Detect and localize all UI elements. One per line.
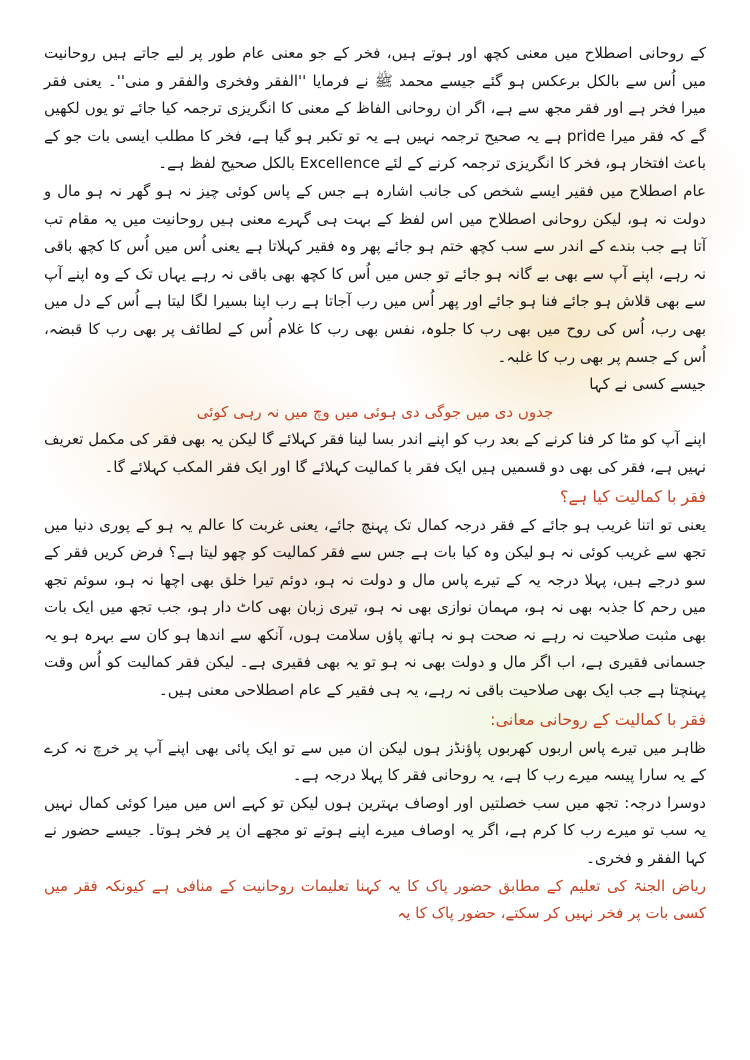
document-body: [44, 40, 706, 928]
quote-intro: جیسے کسی نے کہا: [589, 375, 706, 394]
paragraph-4: یعنی تو اتنا غریب ہو جائے کے فقر درجہ کمال تک پہنچ جائے، یعنی غربت کا عالم یہ ہو کے پوری دنیا میں تجھ سے غریب کوئی نہ ہو لیکن وہ کیا بات ہے جس سے فقر کمالیت کو چھو لیتا ہے؟ فرض کریں فقر کے سو درجے ہیں، پہلا درجہ یہ کے تیرے پاس مال و دولت نہ ہو، دوئم تیرا خلق بھی اچھا نہ ہو، سوئم تجھ میں رحم کا جذبہ بھی نہ ہو، مہمان نوازی بھی نہ ہو، تیری زبان بھی کاٹ دار ہو، جب تجھ میں ایک بات بھی مثبت صلاحیت نہ رہے نہ صحت ہو نہ ہاتھ پاؤں سلامت ہوں، آنکھ سے اندھا ہو کان سے بہرہ ہو یہ جسمانی فقیری ہے، اب اگر مال و دولت بھی نہ ہو تو یہ بھی فقیری ہے۔ لیکن فقر کمالیت کو اُس وقت پہنچتا ہے جب ایک بھی صلاحیت باقی نہ رہے، یہ ہی فقیر کے عام اصطلاحی معنی ہیں۔: [44, 515, 706, 700]
paragraph-7: ریاض الجنۃ کی تعلیم کے مطابق حضور پاک کا یہ کہنا تعلیمات روحانیت کے منافی ہے کیونکہ فقر میں کسی بات پر فخر نہیں کر سکتے، حضور پاک کا یہ: [44, 876, 706, 923]
paragraph-2: عام اصطلاح میں فقیر ایسے شخص کی جانب اشارہ ہے جس کے پاس کوئی چیز نہ ہو گھر نہ ہو مال و دولت نہ ہو، لیکن روحانی اصطلاح میں اس لفظ کے بہت ہی گہرے معنی ہیں روحانیت میں یہ مقام تب آتا ہے جب بندے کے اندر سے سب کچھ ختم ہو جائے پھر وہ فقیر کہلاتا ہے یعنی اُس میں اُس کا کچھ باقی نہ رہے، اپنے آپ سے بھی بے گانہ ہو جائے تو جس میں اُس کا کچھ بھی باقی نہ رہے یہاں تک کے وہ اپنے آپ سے بھی قلاش ہو جائے فنا ہو جائے اور پھر اُس میں رب آجاتا ہے رب اپنا بسیرا لگا لیتا ہے اُس کے دل میں بھی رب، اُس کی روح میں بھی رب کا جلوہ، نفس بھی رب کا غلام اُس کے لطائف پر بھی رب کا قبضہ، اُس کے جسم پر بھی رب کا غلبہ۔: [44, 181, 706, 366]
heading-rohani-maani: فقر با کمالیت کے روحانی معانی:: [490, 709, 706, 729]
heading-faqr-ba-kamaliyat: فقر با کمالیت کیا ہے؟: [560, 486, 706, 506]
paragraph-3: اپنے آپ کو مٹا کر فنا کرنے کے بعد رب کو اپنے اندر بسا لینا فقر کہلائے گا لیکن یہ بھی فقر کی مکمل تعریف نہیں ہے، فقر کی بھی دو قسمیں ہیں ایک فقر با کمالیت کہلائے گا اور ایک فقر المکب کہلائے گا۔: [44, 430, 706, 476]
paragraph-5: ظاہر میں تیرے پاس اربوں کھربوں پاؤنڈز ہوں لیکن ان میں سے تو ایک پائی بھی اپنے آپ پر خرچ نہ کرے کے یہ سارا پیسہ میرے رب کا ہے، یہ روحانی فقر کا پہلا درجہ ہے۔: [44, 738, 706, 785]
paragraph-1: کے روحانی اصطلاح میں معنی کچھ اور ہوتے ہیں، فخر کے جو معنی عام طور پر لیے جاتے ہیں روحانیت میں اُس سے بالکل برعکس ہو گئے جیسے محمد ﷺ نے فرمایا ''الفقر وفخری والفقر و منی''۔ یعنی فقر میرا فخر ہے اور فقر مجھ سے ہے، اگر ان روحانی الفاظ کے معنی کا انگریزی ترجمہ کیا جائے تو یوں لکھیں گے کہ فقر میرا pride ہے یہ صحیح ترجمہ نہیں ہے یہ تو تکبر ہو گیا ہے، فخر کا مطلب ایسی بات جو کے باعث افتخار ہو، فخر کا انگریزی ترجمہ کرنے کے لئے Excellence بالکل صحیح لفظ ہے۔: [44, 44, 706, 173]
paragraph-6: دوسرا درجہ: تجھ میں سب خصلتیں اور اوصاف بہترین ہوں لیکن تو کہے اس میں میرا کوئی کمال نہیں یہ سب تو میرے رب کا کرم ہے، اگر یہ اوصاف میرے اپنے ہوتے تو مجھے ان پر فخر ہوتا۔ جیسے حضور نے کہا الفقر و فخری۔: [44, 793, 706, 868]
verse-line: جدوں دی میں جوگی دی ہوئی میں وچ میں نہ رہی کوئی: [196, 402, 554, 421]
